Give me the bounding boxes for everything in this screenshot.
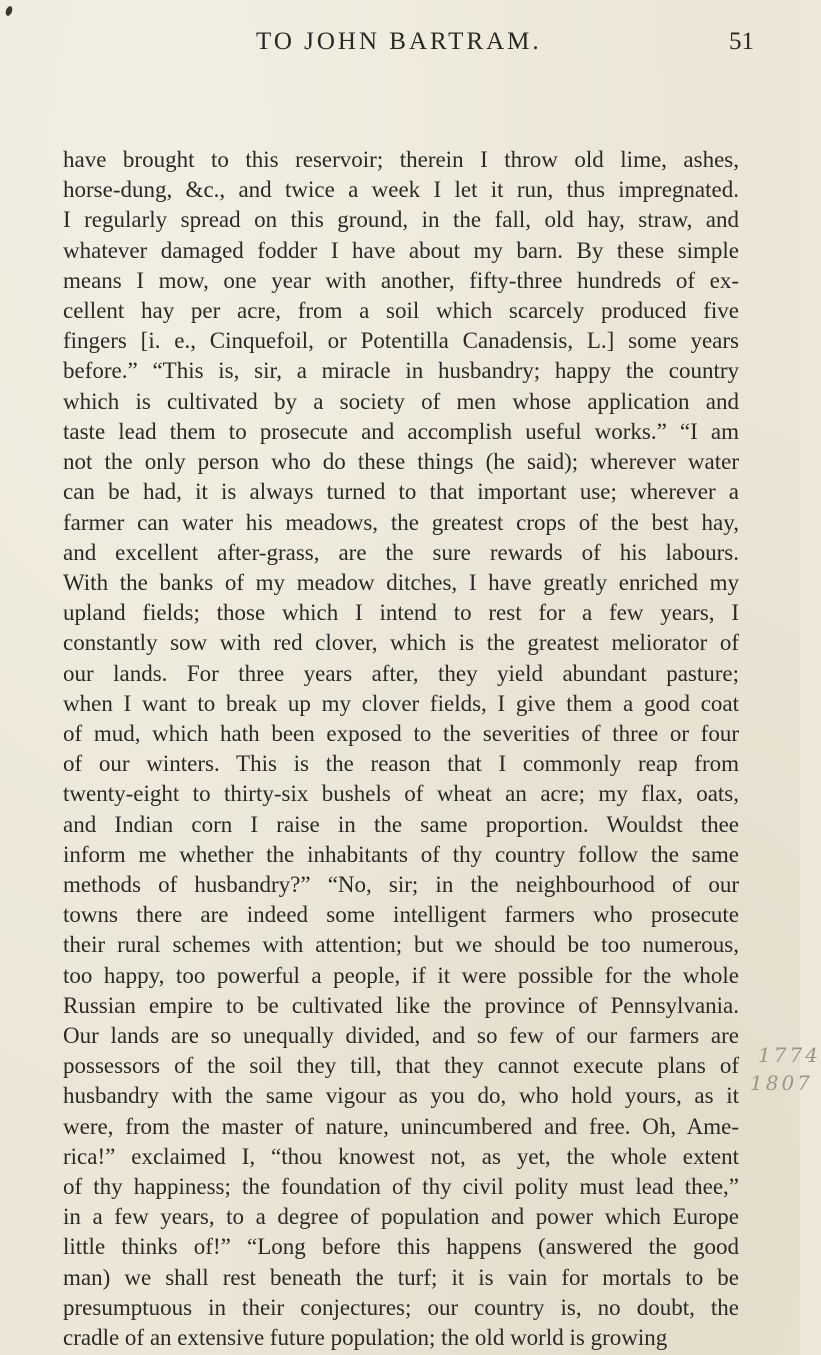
- text-line: cradle of an extensive future population; the old world is growing: [63, 1325, 668, 1350]
- text-line: of our winters. This is the reason that I commonly reap from: [63, 751, 739, 777]
- text-line: twenty-eight to thirty-six bushels of wheat an acre; my flax, oats,: [63, 781, 739, 807]
- text-line: before.” “This is, sir, a miracle in husbandry; happy the country: [63, 358, 739, 384]
- text-line: possessors of the soil they till, that they cannot execute plans of: [63, 1053, 739, 1079]
- margin-note-line: 1807: [750, 1071, 813, 1095]
- text-line: constantly sow with red clover, which is the greatest meliorator of: [63, 630, 739, 656]
- text-line: inform me whether the inhabitants of thy country follow the same: [63, 841, 739, 867]
- text-line: too happy, too powerful a people, if it were possible for the whole: [63, 962, 739, 988]
- margin-note-line: 1774: [758, 1043, 821, 1067]
- text-line: presumptuous in their conjectures; our country is, no doubt, the: [63, 1294, 739, 1320]
- text-line: of mud, which hath been exposed to the severities of three or four: [63, 720, 739, 746]
- running-head: TO JOHN BARTRAM.: [256, 28, 542, 55]
- text-line: Our lands are so unequally divided, and so few of our farmers are: [63, 1022, 739, 1048]
- text-line: cellent hay per acre, from a soil which scarcely produced five: [63, 298, 739, 323]
- text-line: not the only person who do these things (he said); wherever water: [63, 449, 739, 475]
- text-line: upland fields; those which I intend to rest for a few years, I: [63, 600, 739, 626]
- text-line: were, from the master of nature, unincumbered and free. Oh, Ame-: [63, 1113, 739, 1139]
- margin-pencil-note: [740, 1040, 821, 1140]
- text-line: whatever damaged fodder I have about my barn. By these simple: [63, 237, 739, 263]
- text-line: Russian empire to be cultivated like the province of Pennsylvania.: [63, 992, 739, 1018]
- text-line: methods of husbandry?” “No, sir; in the neighbourhood of our: [63, 871, 739, 897]
- text-line: husbandry with the same vigour as you do, who hold yours, as it: [63, 1083, 739, 1109]
- text-line: towns there are indeed some intelligent farmers who prosecute: [63, 902, 739, 928]
- text-line: our lands. For three years after, they yield abundant pasture;: [63, 660, 739, 686]
- text-line: taste lead them to prosecute and accomplish useful works.” “I am: [63, 418, 739, 444]
- text-line: have brought to this reservoir; therein I throw old lime, ashes,: [63, 147, 739, 172]
- text-line: and Indian corn I raise in the same proportion. Wouldst thee: [63, 811, 739, 837]
- text-line: I regularly spread on this ground, in the fall, old hay, straw, and: [63, 207, 739, 233]
- page-number: 51: [729, 28, 754, 55]
- text-line: of thy happiness; the foundation of thy civil polity must lead thee,”: [63, 1174, 739, 1199]
- text-line: in a few years, to a degree of population and power which Europe: [63, 1204, 739, 1230]
- text-line: man) we shall rest beneath the turf; it is vain for mortals to be: [63, 1264, 739, 1290]
- text-line: their rural schemes with attention; but we should be too numerous,: [63, 932, 739, 958]
- text-line: rica!” exclaimed I, “thou knowest not, as yet, the whole extent: [63, 1143, 739, 1169]
- text-line: little thinks of!” “Long before this happens (answered the good: [63, 1234, 739, 1260]
- text-line: fingers [i. e., Cinquefoil, or Potentilla Canadensis, L.] some years: [63, 328, 739, 354]
- text-line: With the banks of my meadow ditches, I have greatly enriched my: [63, 569, 739, 595]
- text-line: when I want to break up my clover fields, I give them a good coat: [63, 690, 739, 716]
- text-line: means I mow, one year with another, fifty-three hundreds of ex-: [63, 267, 739, 293]
- text-line: and excellent after-grass, are the sure rewards of his labours.: [63, 539, 739, 565]
- text-line: which is cultivated by a society of men whose application and: [63, 388, 739, 414]
- text-line: horse-dung, &c., and twice a week I let it run, thus impregnated.: [63, 177, 739, 203]
- text-line: can be had, it is always turned to that important use; wherever a: [63, 479, 739, 505]
- text-line: farmer can water his meadows, the greatest crops of the best hay,: [63, 509, 739, 535]
